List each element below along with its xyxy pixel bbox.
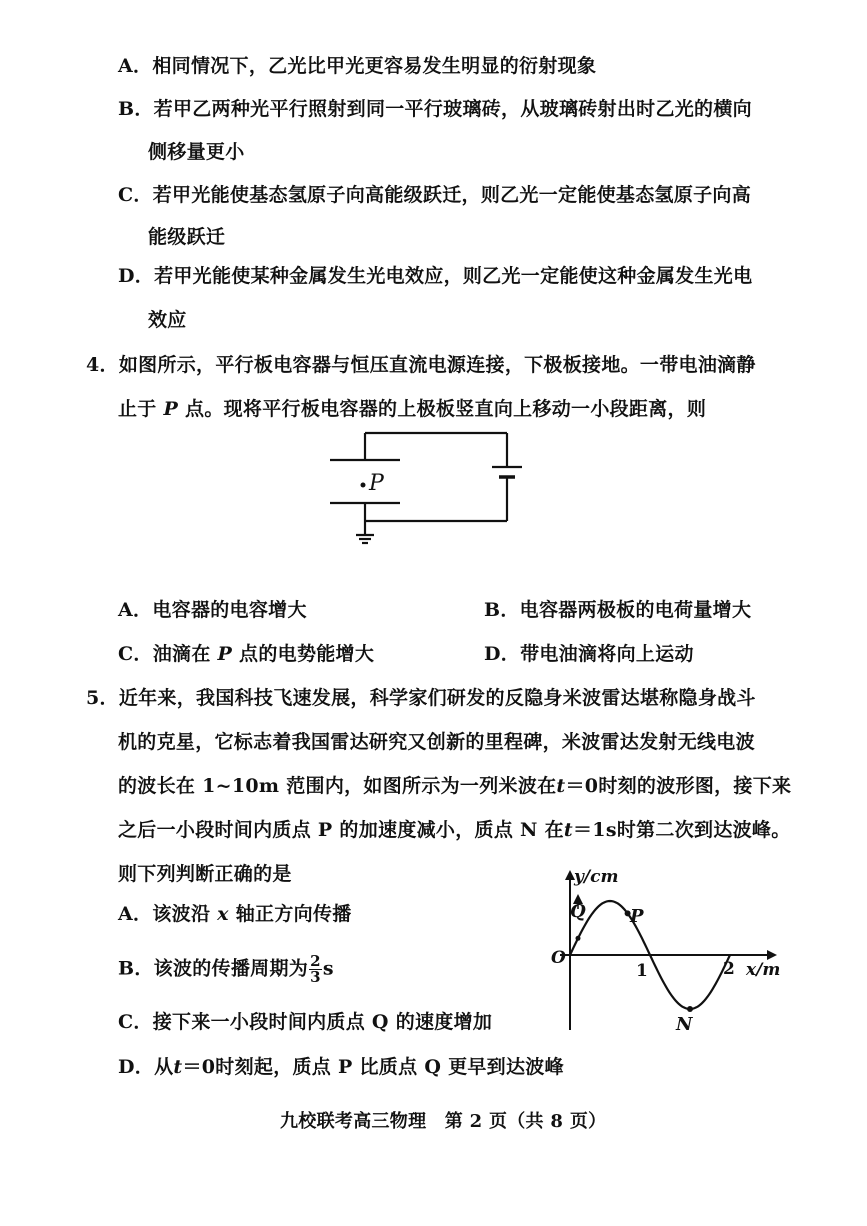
q5-option-a-text: 轴正方向传播 [228, 903, 352, 925]
fraction-numerator: 2 [310, 952, 321, 970]
q4-option-c-p: P [217, 643, 233, 665]
q5-stem-line4 [118, 818, 791, 842]
q3-option-c-line1: C．若甲光能使基态氢原子向高能级跃迁，则乙光一定能使基态氢原子向高 [118, 184, 752, 206]
q4-stem-line2 [118, 397, 706, 421]
q5-stem-text: ＝1s时第二次到达波峰。 [573, 819, 791, 841]
q5-stem-t: t [563, 819, 573, 841]
q4-option-b: B．电容器两极板的电荷量增大 [484, 599, 752, 621]
fraction-denominator: 3 [310, 968, 321, 986]
q3-option-b-line1: B．若甲乙两种光平行照射到同一平行玻璃砖，从玻璃砖射出时乙光的横向 [118, 98, 752, 120]
q4-stem-text: 止于 [118, 398, 164, 420]
q3-option-d-line2: 效应 [148, 309, 187, 331]
q5-option-b-text: B．该波的传播周期为 [118, 957, 309, 980]
q5-option-d [118, 1055, 564, 1079]
period-fraction [309, 954, 322, 985]
point-p-label: P [630, 906, 644, 927]
point-n-marker [687, 1006, 693, 1012]
q3-option-b-line2: 侧移量更小 [148, 141, 245, 163]
page-footer: 九校联考高三物理 第 2 页（共 8 页） [280, 1111, 607, 1132]
q4-option-d: D．带电油滴将向上运动 [484, 643, 694, 665]
q5-stem-line2: 机的克星，它标志着我国雷达研究又创新的里程碑，米波雷达发射无线电波 [118, 731, 755, 753]
point-p-label: P [369, 471, 384, 496]
q5-option-b [118, 954, 334, 985]
q3-option-d-line1: D．若甲光能使某种金属发生光电效应，则乙光一定能使这种金属发生光电 [118, 265, 753, 287]
y-axis-label: y/cm [574, 867, 619, 887]
oil-drop-point [361, 483, 366, 488]
q5-option-d-t: t [173, 1056, 183, 1078]
q3-option-c-line2: 能级跃迁 [148, 226, 226, 248]
point-q-label: Q [570, 901, 586, 922]
q3-option-a: A．相同情况下，乙光比甲光更容易发生明显的衍射现象 [118, 55, 597, 77]
q4-option-a: A．电容器的电容增大 [118, 599, 307, 621]
x-axis-label: x/m [746, 960, 781, 980]
q5-stem-text: 的波长在 1~10m 范围内，如图所示为一列米波在 [118, 775, 557, 797]
wave-graph [540, 862, 795, 1042]
q4-stem-line1: 4．如图所示，平行板电容器与恒压直流电源连接，下极板接地。一带电油滴静 [86, 354, 756, 376]
q5-option-c: C．接下来一小段时间内质点 Q 的速度增加 [118, 1011, 493, 1033]
q5-stem-line1: 5．近年来，我国科技飞速发展，科学家们研发的反隐身米波雷达堪称隐身战斗 [86, 687, 756, 709]
q4-option-c-text: 点的电势能增大 [232, 643, 375, 665]
capacitor-circuit-diagram [320, 425, 530, 555]
x-tick-2-label: 2 [723, 959, 735, 979]
q4-option-c [118, 642, 374, 666]
q5-option-d-text: ＝0时刻起，质点 P 比质点 Q 更早到达波峰 [182, 1056, 564, 1078]
origin-label: O [551, 948, 566, 968]
x-tick-1-label: 1 [636, 961, 648, 981]
q5-stem-t: t [556, 775, 566, 797]
q5-option-a-text: A．该波沿 [118, 903, 218, 925]
q5-stem-text: ＝0时刻的波形图，接下来 [565, 775, 792, 797]
q4-option-c-text: C．油滴在 [118, 643, 218, 665]
q5-option-d-text: D．从 [118, 1056, 174, 1078]
q5-option-a-x: x [217, 903, 229, 925]
q5-option-a [118, 902, 352, 926]
point-n-label: N [676, 1014, 693, 1035]
q4-stem-p: P [163, 398, 179, 420]
q4-stem-text: 点。现将平行板电容器的上极板竖直向上移动一小段距离，则 [178, 398, 707, 420]
point-q-marker [576, 936, 581, 941]
q5-stem-line3 [118, 774, 791, 798]
q5-stem-line5: 则下列判断正确的是 [118, 863, 292, 885]
q5-option-b-unit: s [322, 957, 334, 980]
q5-stem-text: 之后一小段时间内质点 P 的加速度减小，质点 N 在 [118, 819, 564, 841]
